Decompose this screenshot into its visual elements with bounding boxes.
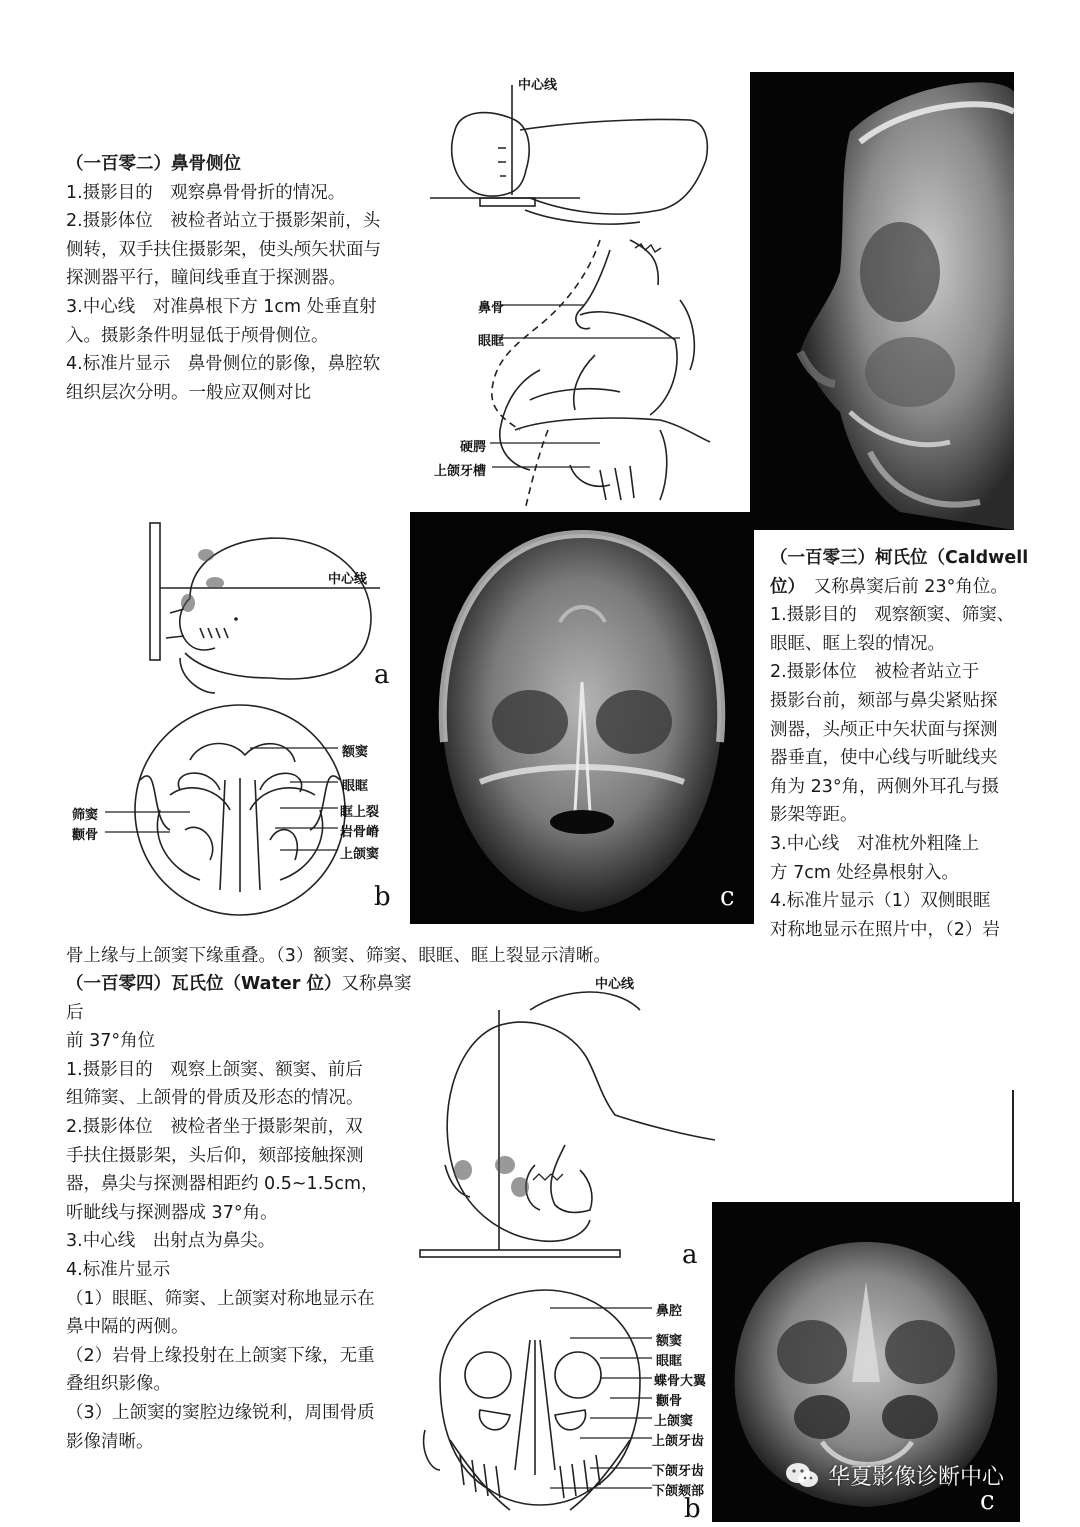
text-line: （1）眼眶、筛窦、上颌窦对称地显示在 [66, 1288, 375, 1309]
text-line: 组织层次分明。一般应双侧对比 [66, 382, 311, 403]
figure-letter-a: a [682, 1240, 698, 1270]
label-greater-wing: 蝶骨大翼 [654, 1374, 707, 1389]
figure-letter-c: c [720, 882, 735, 912]
text-line: 2.摄影体位 被检者站立于 [770, 662, 980, 683]
text-line: 3.中心线 出射点为鼻尖。 [66, 1231, 276, 1252]
section-104-text [66, 970, 426, 1456]
text-line: 影架等距。 [770, 805, 858, 826]
label-petrous-ridge: 岩骨嵴 [340, 825, 380, 840]
text-line: （2）岩骨上缘投射在上颌窦下缘，无重 [66, 1345, 375, 1366]
caldwell-position-diagram [140, 518, 405, 698]
text-line: 眼眶、眶上裂的情况。 [770, 633, 945, 654]
text-line: 2.摄影体位 被检者坐于摄影架前，双 [66, 1116, 363, 1137]
figure-letter-b: b [684, 1494, 701, 1524]
section-104-subtitle-line2: 前 37°角位 [66, 1031, 156, 1052]
text-line: 组筛窦、上颌骨的骨质及形态的情况。 [66, 1088, 364, 1109]
waters-position-diagram [415, 965, 715, 1270]
caldwell-sinus-diagram [70, 700, 410, 920]
text-line: 探测器平行，瞳间线垂直于探测器。 [66, 268, 346, 289]
label-frontal-sinus: 额窦 [656, 1334, 683, 1349]
text-line: 听眦线与探测器成 37°角。 [66, 1202, 278, 1223]
label-frontal-sinus: 额窦 [342, 745, 369, 760]
label-mandible: 下颌颏部 [652, 1484, 705, 1499]
label-center-line: 中心线 [595, 977, 635, 992]
text-line: 角为 23°角，两侧外耳孔与摄 [770, 776, 1000, 797]
label-center-line: 中心线 [518, 78, 558, 93]
label-zygoma: 颧骨 [656, 1394, 683, 1409]
section-103-text [770, 544, 1070, 944]
text-line: 叠组织影像。 [66, 1374, 171, 1395]
label-superior-orbital-fissure: 眶上裂 [340, 805, 380, 820]
label-nasal-cavity: 鼻腔 [656, 1304, 683, 1319]
text-line: 1.摄影目的 观察额窦、筛窦、 [770, 605, 1015, 626]
text-line: 1.摄影目的 观察鼻骨骨折的情况。 [66, 182, 346, 203]
text-line: 影像清晰。 [66, 1431, 154, 1452]
text-line: 2.摄影体位 被检者站立于摄影架前，头 [66, 211, 381, 232]
section-103-heading-cont: 位） [770, 576, 797, 597]
label-orbit: 眼眶 [478, 334, 505, 349]
section-103-subtitle: 又称鼻窦后前 23°角位。 [813, 576, 1008, 597]
text-line: 手扶住摄影架，头后仰，颏部接触探测 [66, 1145, 364, 1166]
figure-letter-b: b [374, 882, 391, 912]
label-ethmoid-sinus: 筛窦 [72, 808, 99, 823]
figure-letter-c: c [980, 1486, 995, 1516]
label-center-line: 中心线 [328, 572, 368, 587]
section-102-text [66, 150, 416, 407]
figure-letter-a: a [374, 660, 390, 690]
text-line: （3）上颌窦的窦腔边缘锐利，周围骨质 [66, 1402, 375, 1423]
text-line: 侧转，双手扶住摄影架，使头颅矢状面与 [66, 239, 381, 260]
text-line: 骨上缘与上颌窦下缘重叠。（3）额窦、筛窦、眼眶、眶上裂显示清晰。 [66, 946, 611, 966]
label-maxillary-alveolar: 上颌牙槽 [434, 464, 487, 479]
label-lower-teeth: 下颌牙齿 [652, 1464, 705, 1479]
text-line: 方 7cm 处经鼻根射入。 [770, 862, 959, 883]
caldwell-xray [410, 512, 754, 924]
label-hard-palate: 硬腭 [460, 440, 487, 455]
label-maxillary-sinus: 上颌窦 [654, 1414, 694, 1429]
label-upper-teeth: 上颌牙齿 [652, 1434, 705, 1449]
label-orbit: 眼眶 [342, 779, 369, 794]
text-line: 对称地显示在照片中，（2）岩 [770, 919, 1000, 940]
section-103-heading: （一百零三）柯氏位（Caldwell [770, 548, 1029, 568]
text-line: 测器，头颅正中矢状面与探测 [770, 719, 998, 740]
watermark-text: 华夏影像诊断中心 [828, 1465, 1005, 1490]
waters-sinus-diagram [410, 1280, 715, 1525]
wechat-icon [784, 1461, 820, 1491]
watermark [784, 1460, 1004, 1491]
section-104-subtitle: 又称鼻窦后 [66, 974, 412, 1023]
section-102-heading: （一百零二）鼻骨侧位 [66, 154, 241, 174]
text-line: 摄影台前，颏部与鼻尖紧贴探 [770, 690, 998, 711]
label-orbit: 眼眶 [656, 1354, 683, 1369]
text-line: 1.摄影目的 观察上颌窦、额窦、前后 [66, 1059, 363, 1080]
section-104-heading: （一百零四）瓦氏位（Water 位） [66, 974, 342, 994]
text-line: 3.中心线 对准鼻根下方 1cm 处垂直射 [66, 296, 377, 317]
label-maxillary-sinus: 上颌窦 [340, 847, 380, 862]
lateral-skull-xray [750, 72, 1014, 530]
text-line: 器垂直，使中心线与听眦线夹 [770, 748, 998, 769]
label-nasal-bone: 鼻骨 [478, 301, 505, 316]
text-line: 4.标准片显示（1）双侧眼眶 [770, 891, 991, 912]
label-zygoma: 颧骨 [72, 828, 99, 843]
text-line: 鼻中隔的两侧。 [66, 1317, 189, 1338]
text-line: 3.中心线 对准枕外粗隆上 [770, 833, 980, 854]
text-line: 4.标准片显示 [66, 1259, 171, 1280]
nasal-lateral-diagram [420, 70, 750, 515]
text-line: 器，鼻尖与探测器相距约 0.5~1.5cm， [66, 1174, 379, 1195]
text-line: 4.标准片显示 鼻骨侧位的影像，鼻腔软 [66, 354, 381, 375]
text-line: 入。摄影条件明显低于颅骨侧位。 [66, 325, 329, 346]
